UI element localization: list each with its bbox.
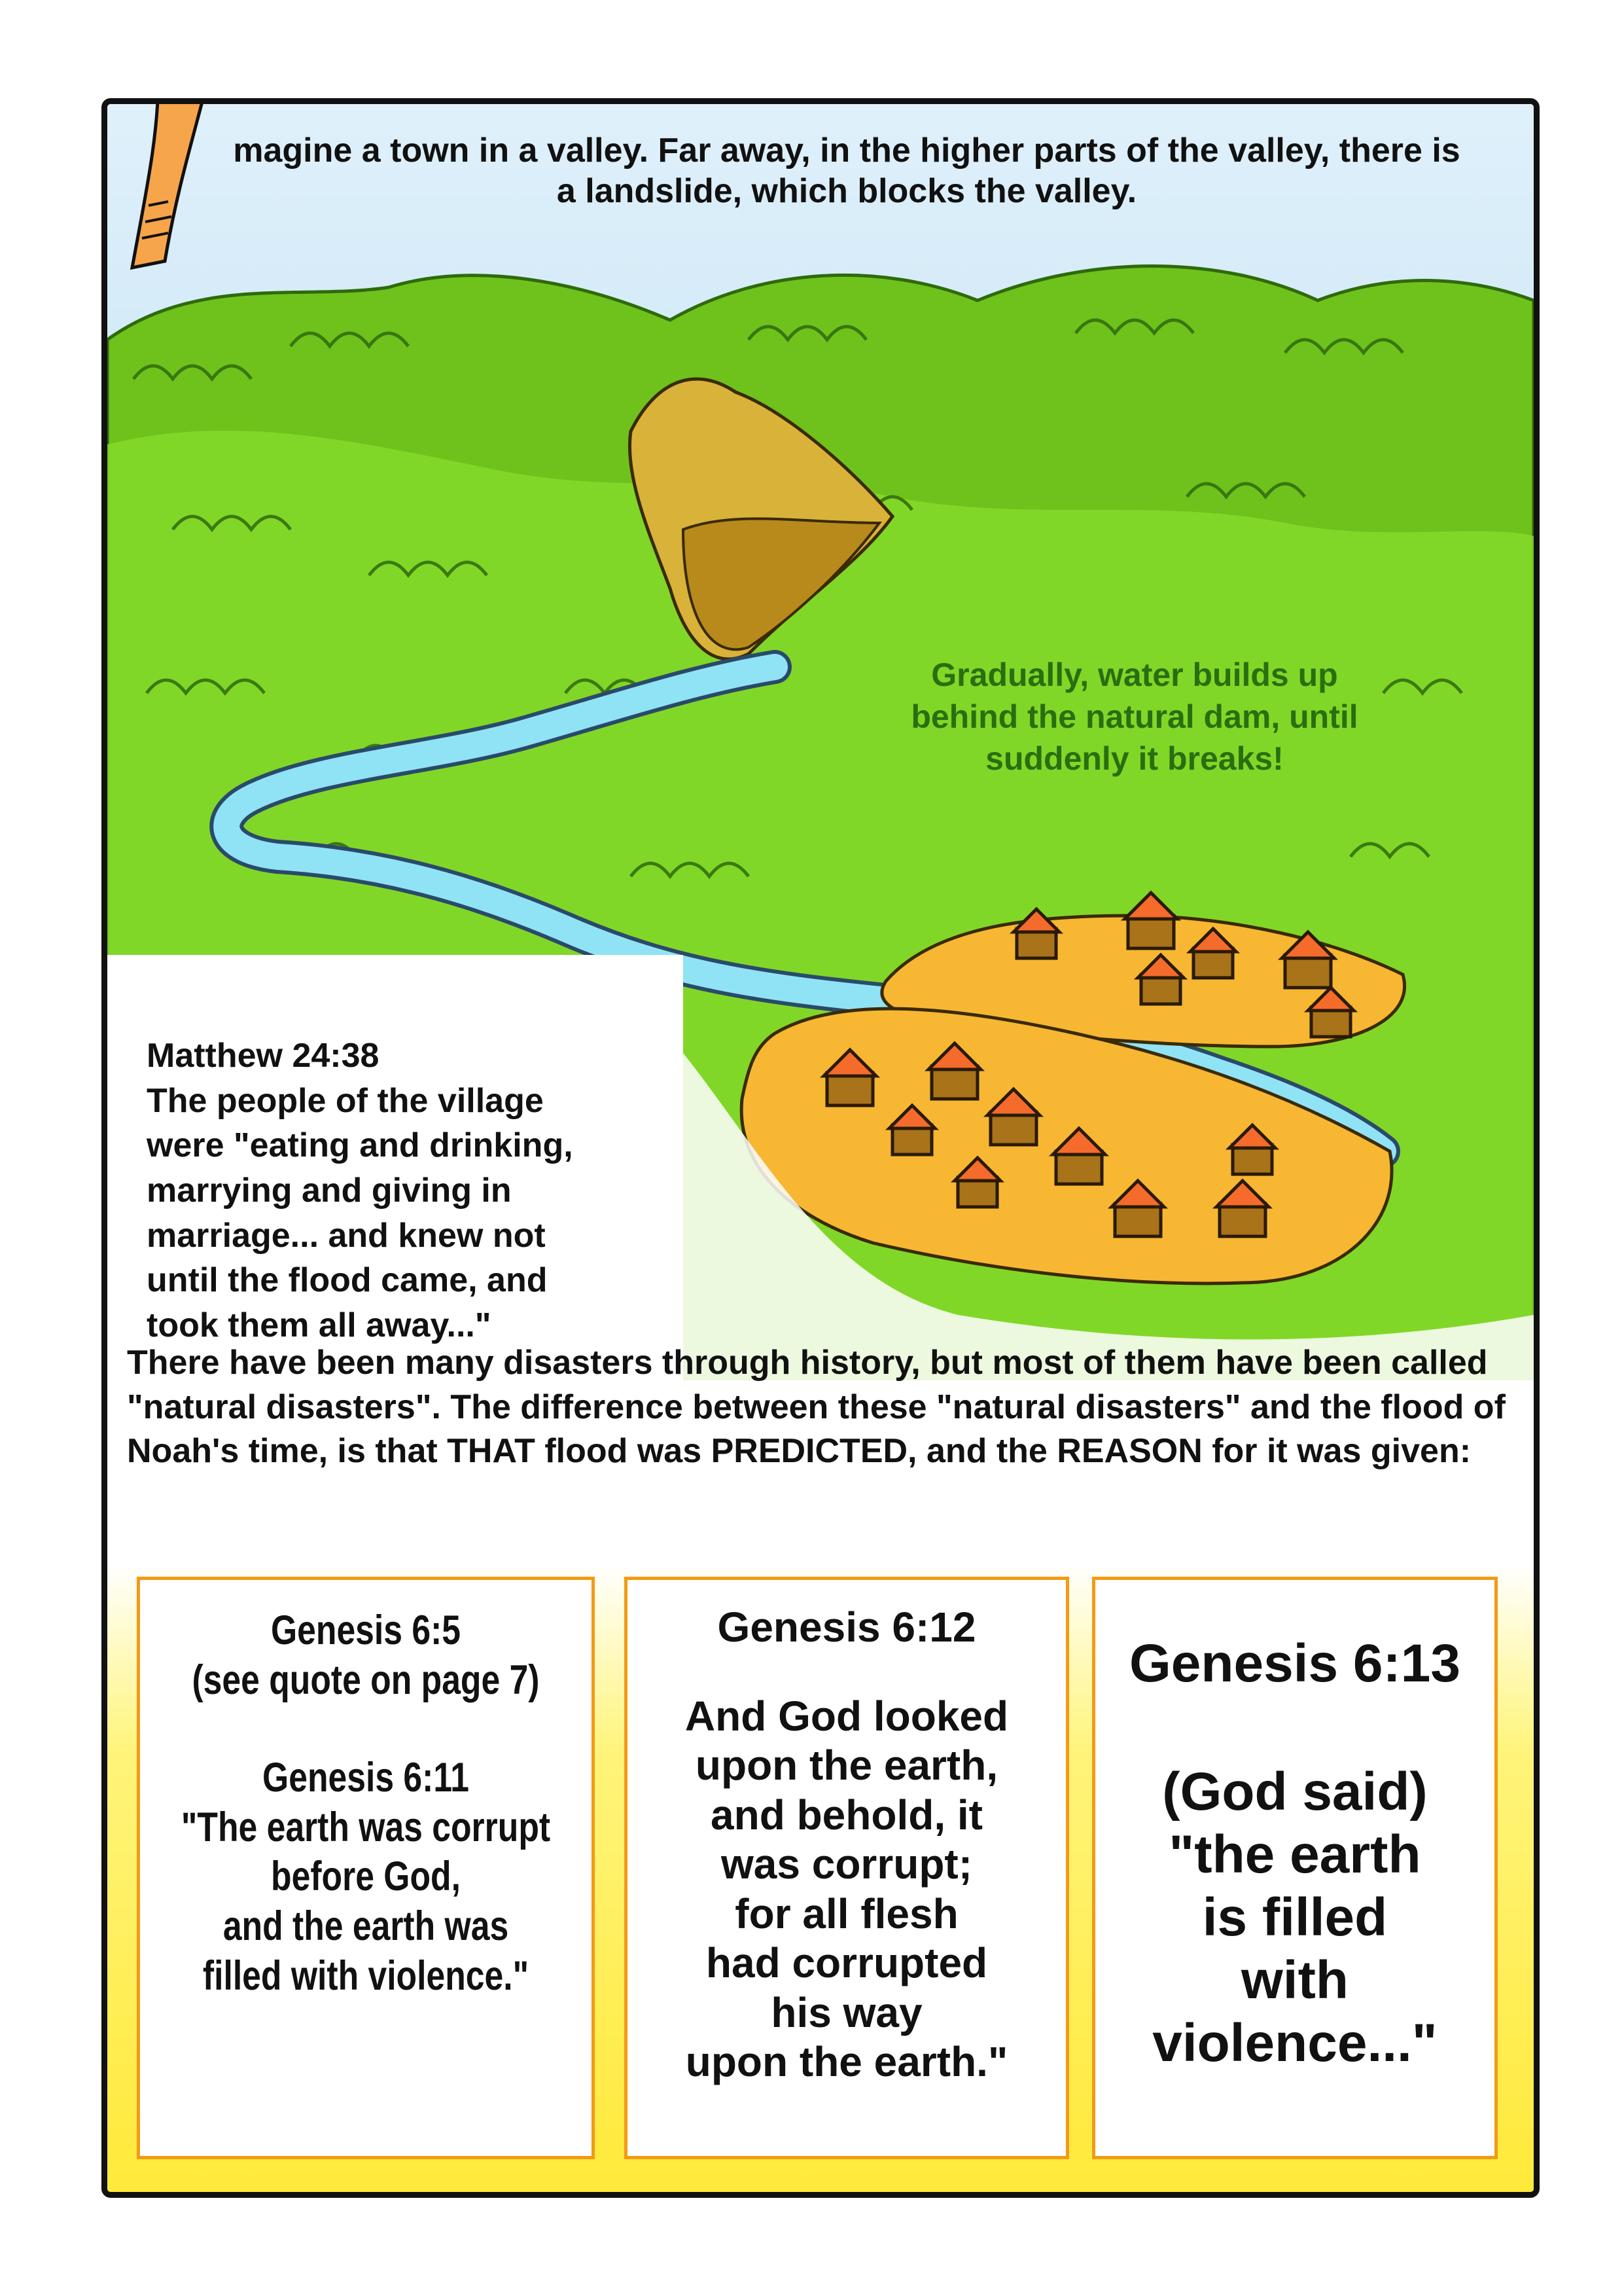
scripture-card-genesis-6-12 (624, 1577, 1069, 2159)
matthew-line: took them all away..." (147, 1306, 491, 1344)
card-line: with (1241, 1950, 1349, 2010)
card-line: upon the earth." (685, 2038, 1008, 2086)
card-line: upon the earth, (695, 1742, 998, 1789)
scripture-card-genesis-6-13 (1092, 1577, 1498, 2159)
card-line: his way (771, 1988, 923, 2036)
card-note: (see quote on page 7) (192, 1657, 540, 1703)
card-line: filled with violence." (202, 1952, 529, 1999)
body-paragraph: There have been many disasters through history, but most of them have been called "natural disasters". The difference between these "natural disasters" and the flood of Noah's time, is that THAT flood was PREDICTED, and the REASON for it was given: (127, 1344, 1506, 1471)
card-line: And God looked (684, 1692, 1009, 1740)
card-line: "the earth (1169, 1824, 1421, 1884)
card-line: and behold, it (711, 1791, 983, 1839)
card-line: for all flesh (735, 1890, 959, 1937)
card-reference: Genesis 6:5 (270, 1607, 461, 1653)
card-line: violence..." (1152, 2013, 1438, 2073)
card-line: and the earth was (222, 1903, 509, 1949)
matthew-reference: Matthew 24:38 (147, 1037, 380, 1075)
card-reference: Genesis 6:12 (717, 1604, 976, 1651)
drop-cap-scroll-icon (119, 98, 217, 281)
intro-text: magine a town in a valley. Far away, in the higher parts of the valley, there is a landslide, which blocks the valley. (233, 132, 1460, 211)
page-frame (101, 98, 1540, 2198)
card-reference: Genesis 6:13 (1129, 1634, 1460, 1693)
card-line: "The earth was corrupt (181, 1804, 551, 1850)
card-line: (God said) (1162, 1761, 1428, 1821)
card-line: before God, (271, 1854, 461, 1900)
valley-illustration (107, 104, 1534, 1380)
callout-text: Gradually, water builds up behind the natural dam, until suddenly it breaks! (911, 656, 1358, 777)
card-line: had corrupted (705, 1939, 988, 1987)
matthew-line: marriage... and knew not (147, 1216, 546, 1255)
matthew-line: until the flood came, and (147, 1261, 548, 1300)
matthew-line: were "eating and drinking, (147, 1126, 573, 1165)
scripture-card-genesis-6-5 (137, 1577, 595, 2159)
card-line: was corrupt; (720, 1840, 973, 1888)
matthew-line: The people of the village (147, 1081, 544, 1120)
matthew-line: marrying and giving in (147, 1171, 512, 1210)
card-reference: Genesis 6:11 (262, 1755, 469, 1801)
card-line: is filled (1202, 1887, 1388, 1947)
